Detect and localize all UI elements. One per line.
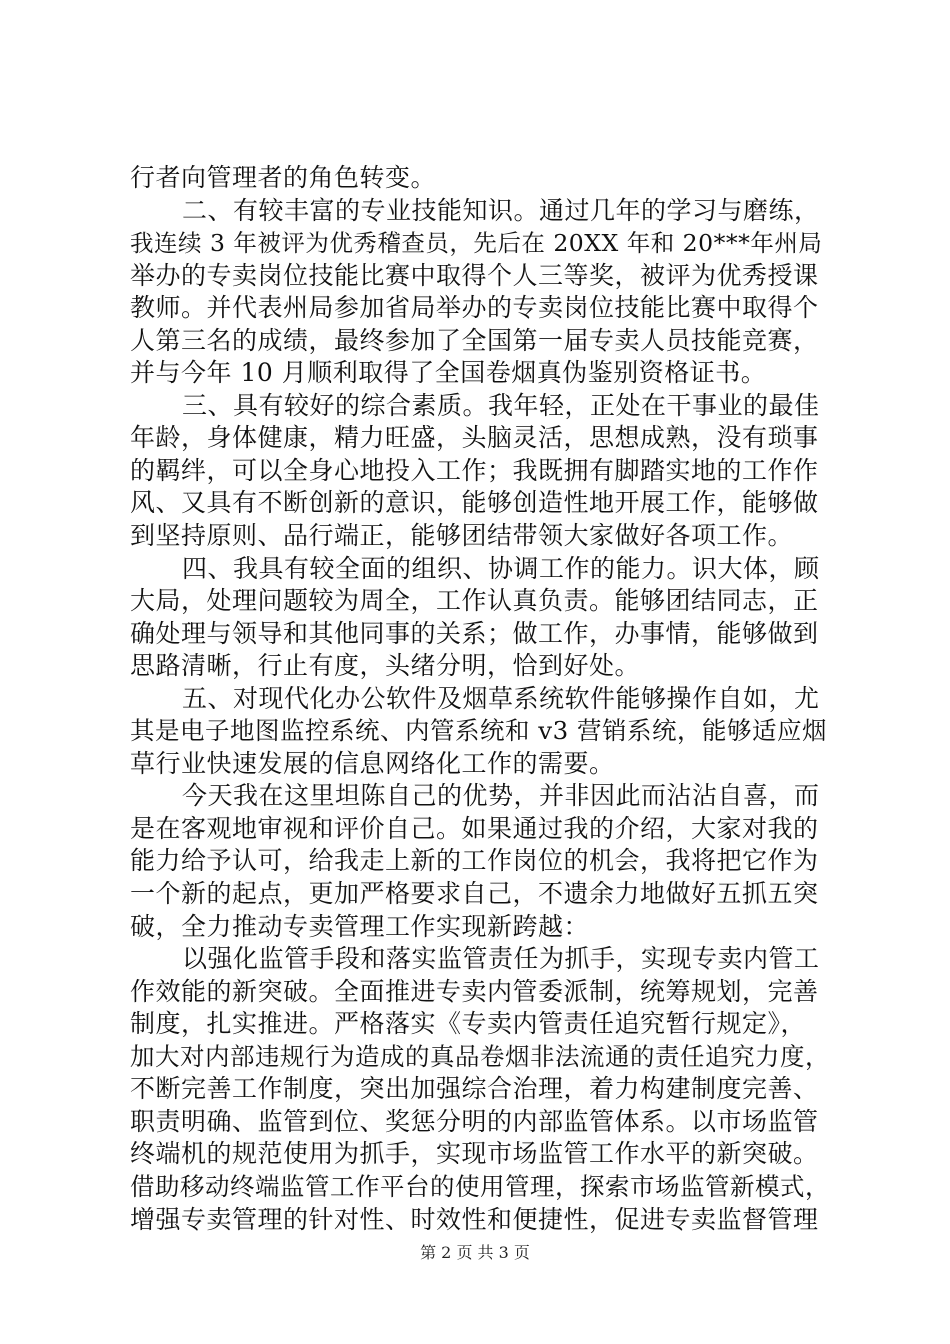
text-line: 三、具有较好的综合素质。我年轻，正处在干事业的最佳 <box>182 390 820 420</box>
text-line: 到坚持原则、品行端正，能够团结带领大家做好各项工作。 <box>130 521 794 551</box>
text-line: 终端机的规范使用为抓手，实现市场监管工作水平的新突破。 <box>130 1139 819 1169</box>
text-line: 制度，扎实推进。严格落实《专卖内管责任追究暂行规定》， <box>130 1009 807 1039</box>
text-line: 风、又具有不断创新的意识，能够创造性地开展工作，能够做 <box>130 488 819 518</box>
text-line: 增强专卖管理的针对性、时效性和便捷性，促进专卖监督管理 <box>130 1204 819 1234</box>
text-line: 举办的专卖岗位技能比赛中取得个人三等奖，被评为优秀授课 <box>130 260 819 290</box>
page-footer: 第 2 页 共 3 页 <box>420 1243 530 1262</box>
text-line: 五、对现代化办公软件及烟草系统软件能够操作自如，尤 <box>182 683 820 713</box>
text-line: 是在客观地审视和评价自己。如果通过我的介绍，大家对我的 <box>130 813 819 843</box>
text-line: 大局，处理问题较为周全，工作认真负责。能够团结同志，正 <box>130 586 819 616</box>
text-line: 作效能的新突破。全面推进专卖内管委派制，统筹规划，完善 <box>130 976 819 1006</box>
text-line: 能力给予认可，给我走上新的工作岗位的机会，我将把它作为 <box>130 846 819 876</box>
text-line: 加大对内部违规行为造成的真品卷烟非法流通的责任追究力度， <box>130 1041 830 1071</box>
text-line: 职责明确、监管到位、奖惩分明的内部监管体系。以市场监管 <box>130 1106 819 1136</box>
text-line: 行者向管理者的角色转变。 <box>130 163 437 192</box>
text-line: 借助移动终端监管工作平台的使用管理，探索市场监管新模式， <box>130 1171 830 1201</box>
document-body <box>130 162 830 1236</box>
text-line: 其是电子地图监控系统、内管系统和 v3 营销系统，能够适应烟 <box>130 716 828 746</box>
text-line: 人第三名的成绩，最终参加了全国第一届专卖人员技能竞赛， <box>130 325 819 355</box>
text-line: 确处理与领导和其他同事的关系；做工作，办事情，能够做到 <box>130 618 819 648</box>
text-line: 草行业快速发展的信息网络化工作的需要。 <box>130 748 615 778</box>
text-line: 今天我在这里坦陈自己的优势，并非因此而沾沾自喜，而 <box>182 781 820 811</box>
text-line: 二、有较丰富的专业技能知识。通过几年的学习与磨练， <box>182 195 820 225</box>
text-line: 不断完善工作制度，突出加强综合治理，着力构建制度完善、 <box>130 1074 819 1104</box>
text-line: 一个新的起点，更加严格要求自己，不遗余力地做好五抓五突 <box>130 879 819 909</box>
text-line: 思路清晰，行止有度，头绪分明，恰到好处。 <box>130 651 641 681</box>
text-line: 年龄，身体健康，精力旺盛，头脑灵活，思想成熟，没有琐事 <box>130 423 819 453</box>
text-line: 四、我具有较全面的组织、协调工作的能力。识大体，顾 <box>182 553 820 583</box>
text-line: 的羁绊，可以全身心地投入工作；我既拥有脚踏实地的工作作 <box>130 455 819 485</box>
text-line: 我连续 3 年被评为优秀稽查员，先后在 20XX 年和 20***年州局 <box>130 229 823 258</box>
text-line: 教师。并代表州局参加省局举办的专卖岗位技能比赛中取得个 <box>130 293 819 323</box>
text-line: 并与今年 10 月顺利取得了全国卷烟真伪鉴别资格证书。 <box>130 358 767 388</box>
text-line: 破，全力推动专卖管理工作实现新跨越： <box>130 911 590 941</box>
text-line: 以强化监管手段和落实监管责任为抓手，实现专卖内管工 <box>182 944 820 974</box>
